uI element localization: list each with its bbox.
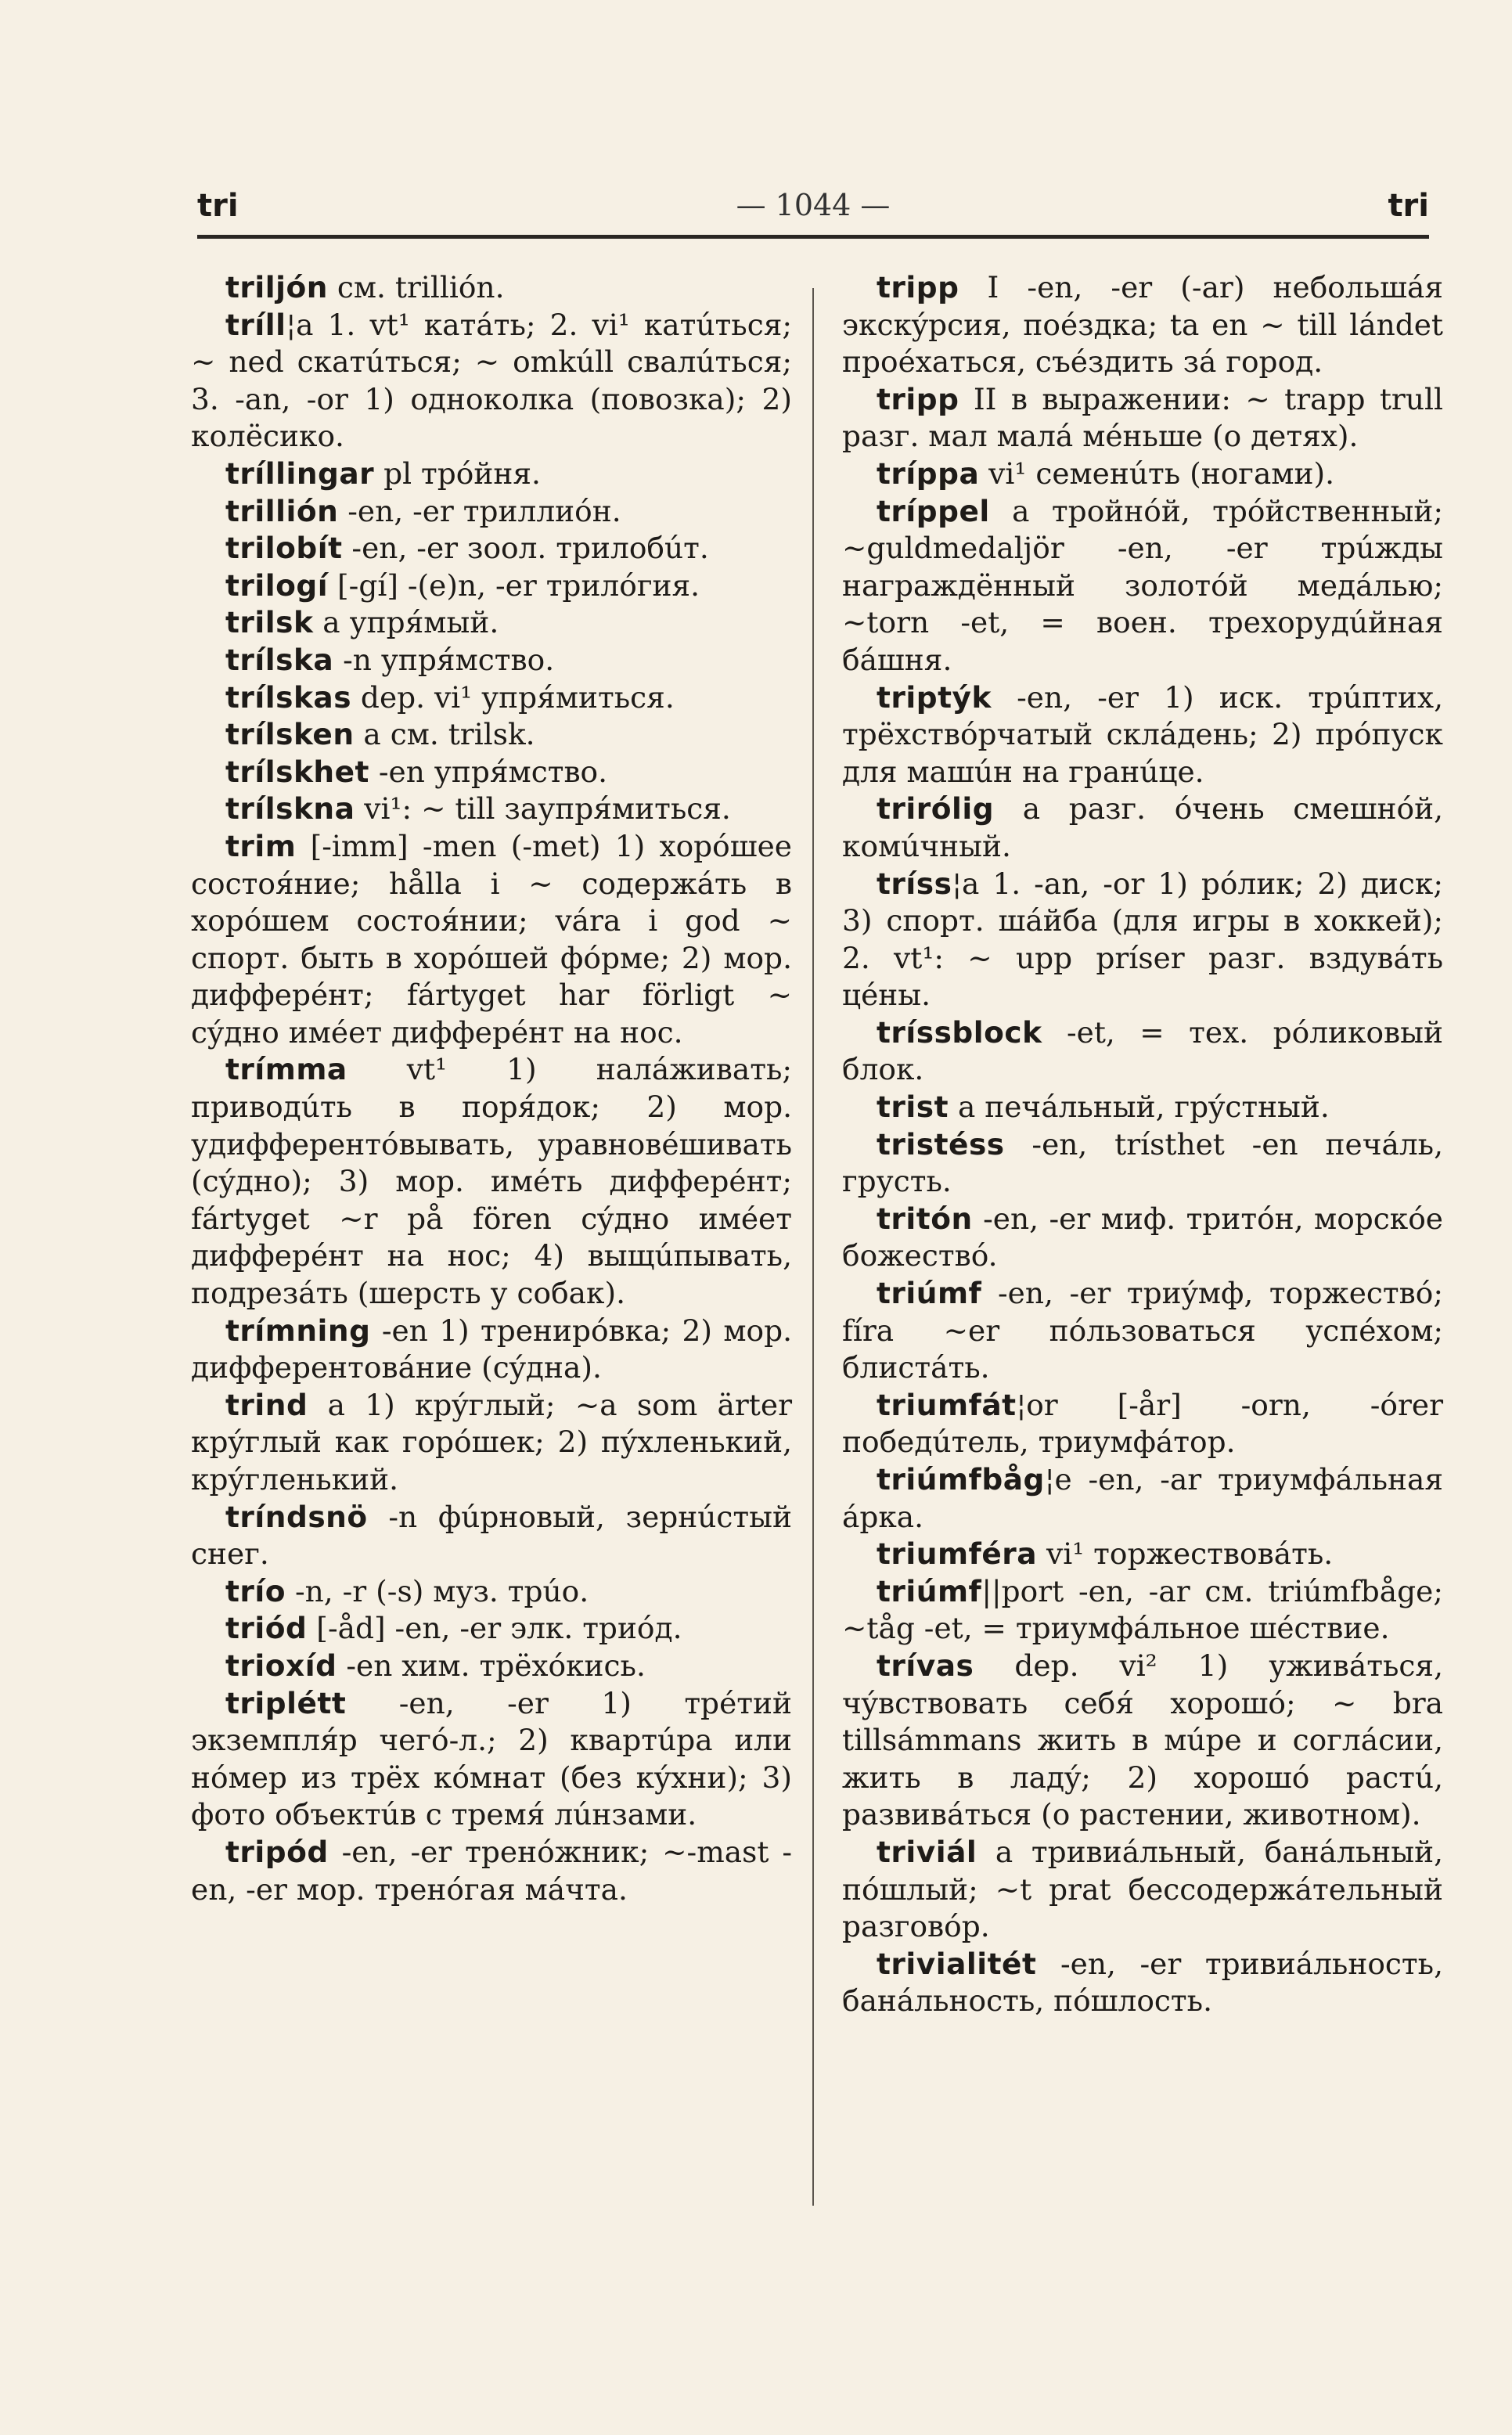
entry-headword: trim [225, 828, 297, 863]
entry-headword: trioxíd [225, 1648, 337, 1683]
entry-definition: a 1) крýглый; ~a som ärter крýглый как горóшек; 2) пýхленький, крýгленький. [191, 1387, 792, 1497]
dictionary-entry [191, 567, 792, 605]
dictionary-entry [191, 1313, 792, 1387]
entry-headword: trílska [225, 642, 334, 677]
entry-headword: tristéss [877, 1126, 1005, 1162]
dictionary-entry [842, 1573, 1443, 1648]
entry-headword: tritón [877, 1201, 973, 1236]
entry-definition: dep. vi¹ упря́миться. [351, 679, 675, 715]
entry-headword: tríllingar [225, 456, 375, 491]
entry-definition: vi¹ семенúть (ногами). [979, 456, 1335, 491]
entry-definition: [-imm] -men (-met) 1) хорóшее состоя́ние; hålla i ~ содержáть в хорóшем состоя́нии; vára i god ~ спорт. быть в хорóшей фóрме; 2) мор. дифферéнт; fártyget har förligt ~ сýдно имéет дифферéнт на нос. [191, 828, 792, 1050]
left-guide-word: tri [197, 188, 239, 224]
entry-headword: triumféra [877, 1536, 1038, 1572]
dictionary-entry [191, 493, 792, 531]
entry-definition: a см. trilsk. [354, 717, 535, 752]
right-column [842, 269, 1443, 2020]
entry-headword: trílskas [225, 679, 352, 715]
dictionary-entry [842, 493, 1443, 679]
entry-headword: tripp [877, 381, 959, 416]
entry-headword: triúmfbåg [877, 1462, 1045, 1497]
dictionary-entry [191, 1648, 792, 1685]
dictionary-entry [842, 1946, 1443, 2020]
entry-definition: dep. vi² 1) уживáться, чýвствовать себя́ хорошó; ~ bra tillsámmans жить в мúре и соглáсии, жить в ладý; 2) хорошó растú, развивáться (о растении, животном). [842, 1648, 1443, 1832]
entry-definition: -en, -er 1) трéтий экземпля́р чегó-л.; 2) квартúра или нóмер из трёх кóмнат (без кýхни); 3) фото объектúв с тремя́ лúнзами. [191, 1685, 792, 1832]
entry-definition: -en, -er триллиóн. [338, 493, 621, 528]
entry-definition: a тройнóй, трóйственный; ~guldmedaljör -en, -er трúжды награждённый золотóй медáлью; ~torn -et, = воен. трехорудúйная бáшня. [842, 493, 1443, 677]
dictionary-entry [191, 1499, 792, 1573]
entry-headword: triód [225, 1611, 308, 1646]
dictionary-entry [191, 1387, 792, 1499]
dictionary-entry [842, 381, 1443, 456]
dictionary-entry [842, 1275, 1443, 1387]
dictionary-entry [191, 1685, 792, 1834]
entry-definition: -en хим. трёхóкись. [337, 1648, 646, 1683]
entry-definition: [-åd] -en, -er элк. триóд. [307, 1611, 682, 1646]
entry-definition: II в выражении: ~ trapp trull разг. мал малá мéньше (о детях). [842, 381, 1443, 454]
dictionary-entry [842, 1201, 1443, 1275]
right-guide-word: tri [1388, 188, 1429, 224]
dictionary-entry [191, 604, 792, 642]
entry-definition: ¦or [-år] -orn, -órer победúтель, триумфáтор. [842, 1387, 1443, 1460]
entry-headword: trist [877, 1090, 949, 1125]
column-divider [812, 288, 814, 2206]
entry-headword: trirólig [877, 791, 995, 827]
entry-definition: -en упря́мство. [369, 754, 608, 789]
entry-headword: tríssblock [877, 1014, 1042, 1050]
entry-definition: -en, -er миф. тритóн, морскóе божествó. [842, 1201, 1443, 1273]
entry-headword: trípра [877, 456, 980, 491]
dictionary-entry [842, 1648, 1443, 1834]
dictionary-entry [842, 269, 1443, 381]
entry-definition: ||port -en, -ar см. triúmfbåge; ~tåg -et, = триумфáльное шéствие. [842, 1573, 1443, 1646]
entry-headword: trilogí [225, 567, 329, 603]
dictionary-entry [191, 269, 792, 307]
entry-definition: -en, -er зоол. трилобúт. [342, 531, 709, 566]
dictionary-entry [191, 307, 792, 456]
entry-definition: a печáльный, грýстный. [949, 1090, 1330, 1125]
entry-definition: I -en, -er (-ar) небольшáя экскýрсия, поéздка; ta en ~ till lándet проéхаться, съéздить зá город. [842, 270, 1443, 380]
entry-headword: tripód [225, 1834, 329, 1869]
dictionary-entry [191, 828, 792, 1052]
entry-headword: trílsken [225, 717, 355, 752]
entry-headword: tríll [225, 307, 286, 342]
entry-headword: trillión [225, 493, 339, 528]
entry-headword: trílskna [225, 791, 355, 827]
dictionary-entry [842, 679, 1443, 791]
dictionary-entry [842, 866, 1443, 1014]
entry-definition: -n, -r (-s) муз. трúо. [286, 1573, 589, 1608]
dictionary-entry [842, 1536, 1443, 1573]
entry-definition: vi¹: ~ till заупря́миться. [355, 791, 731, 827]
entry-headword: tripp [877, 270, 959, 304]
entry-headword: tríss [877, 866, 952, 901]
entry-headword: trílskhet [225, 754, 369, 789]
entry-definition: -n упря́мство. [333, 642, 555, 677]
entry-definition: ¦e -en, -ar триумфáльная áрка. [842, 1462, 1443, 1534]
entry-definition: a упря́мый. [313, 605, 499, 640]
entry-headword: trind [225, 1387, 308, 1422]
entry-headword: triumfát [877, 1387, 1017, 1422]
entry-headword: triplétt [225, 1685, 347, 1720]
entry-definition: ¦a 1. -an, -or 1) рóлик; 2) диск; 3) спорт. шáйба (для игры в хоккей); 2. vt¹: ~ upp príser разг. вздувáть цéны. [842, 866, 1443, 1013]
dictionary-entry [842, 1089, 1443, 1126]
dictionary-entry [191, 791, 792, 828]
header-rule [197, 235, 1429, 239]
entry-definition: -n фúрновый, зернúстый снег. [191, 1499, 792, 1572]
entry-definition: см. trillión. [327, 270, 505, 304]
dictionary-entry [191, 1834, 792, 1908]
dictionary-entry [191, 1573, 792, 1611]
entry-definition: -en, -er тривиáльность, банáльность, пóшлость. [842, 1946, 1443, 2019]
entry-definition: vt¹ 1) налáживать; приводúть в поря́док; 2) мор. удифферентóвывать, уравновéшивать (сýдно); 3) мор. имéть дифферéнт; fártyget ~r på fören сýдно имéет дифферéнт на нос; 4) выщúпывать, подрезáть (шерсть у собак). [191, 1052, 792, 1311]
entry-definition: -en 1) тренирóвка; 2) мор. дифферентовáние (сýдна). [191, 1313, 792, 1385]
page-number: — 1044 — [736, 188, 891, 222]
dictionary-entry [191, 716, 792, 754]
entry-definition: -en, -er тренóжник; ~-mast -en, -er мор. тренóгая мáчта. [191, 1834, 792, 1907]
dictionary-entry [191, 754, 792, 791]
dictionary-entry [191, 679, 792, 717]
entry-definition: -en, trísthet -en печáль, грусть. [842, 1126, 1443, 1199]
entry-definition: a разг. óчень смешнóй, комúчный. [842, 791, 1443, 863]
entry-headword: trilsk [225, 605, 314, 640]
dictionary-entry [842, 1387, 1443, 1461]
entry-definition: [-gí] -(e)n, -er трилóгия. [328, 567, 700, 603]
dictionary-entry [842, 456, 1443, 493]
entry-headword: trío [225, 1573, 286, 1608]
left-column [191, 269, 792, 1908]
entry-headword: triljón [225, 270, 328, 304]
entry-definition: vi¹ торжествовáть. [1037, 1536, 1334, 1572]
dictionary-entry [191, 1610, 792, 1648]
entry-headword: trímning [225, 1313, 371, 1348]
entry-headword: triúmf [877, 1276, 982, 1311]
entry-definition: -en, -er триýмф, торжествó; fíra ~er пóльзоваться успéхом; блистáть. [842, 1276, 1443, 1385]
dictionary-entry [191, 1051, 792, 1312]
entry-headword: trívas [877, 1648, 974, 1683]
entry-headword: triúmf [877, 1573, 982, 1608]
entry-headword: trivialitét [877, 1946, 1037, 1981]
dictionary-entry [191, 456, 792, 493]
dictionary-entry [191, 642, 792, 679]
dictionary-entry [191, 530, 792, 567]
entry-definition: ¦a 1. vt¹ катáть; 2. vi¹ катúться; ~ ned скатúться; ~ omkúll свалúться; 3. -an, -or 1) одноколка (повозка); 2) колёсико. [191, 307, 792, 454]
dictionary-entry [842, 1834, 1443, 1946]
entry-headword: tríppel [877, 493, 990, 528]
page-header [197, 188, 1429, 236]
entry-definition: -et, = тех. рóликовый блок. [842, 1014, 1443, 1087]
entry-headword: triptýk [877, 679, 992, 715]
dictionary-entry [842, 1014, 1443, 1089]
entry-headword: trímma [225, 1052, 347, 1087]
dictionary-entry [842, 1126, 1443, 1201]
dictionary-entry [842, 1461, 1443, 1536]
dictionary-entry [842, 791, 1443, 865]
entry-headword: tríndsnö [225, 1499, 368, 1534]
entry-definition: -en, -er 1) иск. трúптих, трёхствóрчатый склáдень; 2) прóпуск для машúн на гранúце. [842, 679, 1443, 789]
entry-headword: triviál [877, 1834, 977, 1869]
entry-definition: a тривиáльный, банáльный, пóшлый; ~t prat бессодержáтельный разговóр. [842, 1834, 1443, 1944]
entry-headword: trilobít [225, 531, 343, 566]
entry-definition: pl трóйня. [374, 456, 541, 491]
